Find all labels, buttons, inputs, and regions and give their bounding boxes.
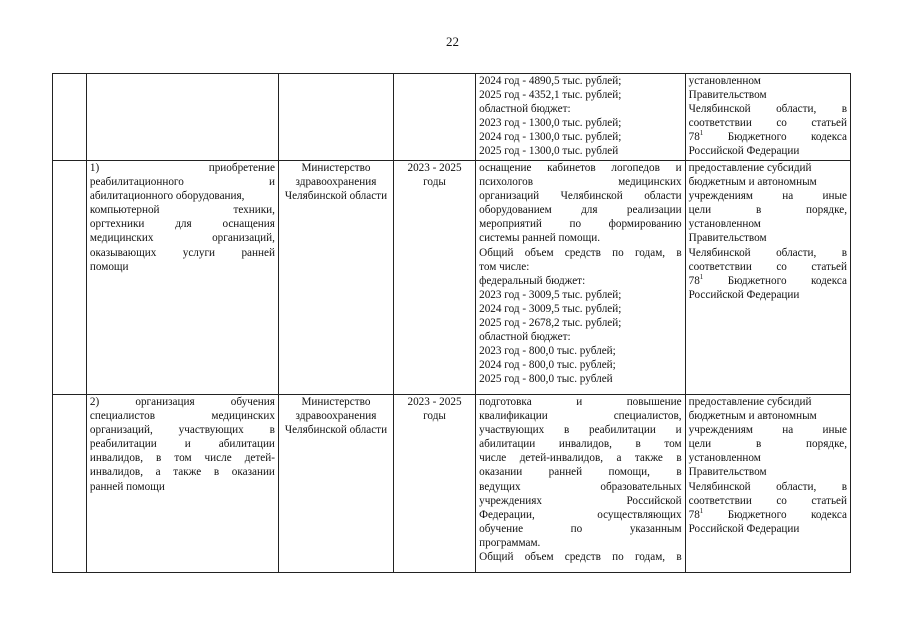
table-row — [53, 395, 851, 573]
result-line: 2023 год - 800,0 тыс. рублей; — [479, 345, 616, 358]
program-table — [52, 73, 851, 573]
event-line: 2) организация обучения — [89, 396, 275, 408]
mechanism-line: установленном — [688, 218, 761, 231]
result-cell — [476, 395, 686, 573]
result-line: абилитации инвалидов, в том — [479, 438, 682, 451]
event-line: помощи — [89, 260, 129, 273]
event-cell — [86, 74, 278, 161]
result-line: 2025 год - 4352,1 тыс. рублей; — [479, 89, 622, 102]
mechanism-line: соответствии со статьей — [688, 117, 847, 130]
mechanism-line: предоставление субсидий — [688, 396, 812, 408]
mechanism-line: учреждениям на иные — [688, 424, 847, 437]
mechanism-cell — [685, 161, 850, 395]
table-row — [53, 74, 851, 161]
result-line: 2024 год - 3009,5 тыс. рублей; — [479, 302, 622, 315]
result-cell — [476, 74, 686, 161]
event-line: ранней помощи — [89, 480, 165, 493]
mechanism-line-article — [689, 508, 847, 522]
result-line: мероприятий по формированию — [479, 218, 682, 231]
row-number-cell — [53, 161, 87, 395]
result-line: подготовка и повышение — [479, 396, 682, 408]
result-line: системы ранней помощи. — [479, 232, 600, 245]
table-row — [53, 161, 851, 395]
mechanism-line: Правительством — [688, 89, 767, 102]
result-line: оборудованием для реализации — [479, 204, 682, 217]
mechanism-line: Челябинской области, в — [688, 246, 847, 259]
mechanism-cell — [685, 395, 850, 573]
mechanism-line: предоставление субсидий — [688, 162, 812, 174]
result-line: 2025 год - 2678,2 тыс. рублей; — [479, 317, 622, 330]
years-cell: 2023 - 2025 годы — [393, 161, 475, 395]
result-line: квалификации специалистов, — [479, 410, 682, 423]
page-number: 22 — [446, 34, 459, 49]
result-line: том числе: — [479, 260, 530, 273]
event-cell — [86, 161, 278, 395]
budget-code-text: Бюджетного кодекса — [727, 274, 847, 287]
mechanism-line: Челябинской области, в — [688, 480, 847, 493]
event-line: оргтехники для оснащения — [89, 218, 275, 231]
mechanism-line: бюджетным и автономным — [688, 176, 817, 189]
result-line: Федерации, осуществляющих — [479, 508, 682, 521]
article-number: 78 — [688, 508, 700, 521]
result-line: Общий объем средств по годам, в — [479, 246, 682, 259]
event-line: 1) приобретение — [89, 162, 275, 174]
result-line: ведущих образовательных — [479, 480, 682, 493]
article-number: 78 — [688, 131, 700, 144]
article-superscript: 1 — [699, 129, 704, 138]
mechanism-line: бюджетным и автономным — [688, 410, 817, 423]
result-line: 2023 год - 3009,5 тыс. рублей; — [479, 288, 622, 301]
event-line: абилитационного оборудования, — [89, 190, 245, 203]
result-line: 2023 год - 1300,0 тыс. рублей; — [479, 117, 622, 130]
mechanism-line: учреждениям на иные — [688, 190, 847, 203]
mechanism-line: соответствии со статьей — [688, 260, 847, 273]
executor-cell: Министерство здравоохранения Челябинской области — [278, 161, 393, 395]
mechanism-line: Челябинской области, в — [688, 103, 847, 116]
result-line: областной бюджет: — [479, 103, 571, 116]
result-line: организаций Челябинской области — [479, 190, 682, 203]
result-line: 2025 год - 1300,0 тыс. рублей — [479, 145, 619, 158]
article-superscript: 1 — [699, 506, 704, 515]
years-cell: 2023 - 2025 годы — [393, 395, 475, 573]
result-line: областной бюджет: — [479, 331, 571, 344]
result-line: программам. — [479, 536, 541, 549]
result-line: оказании ранней помощи, в — [479, 466, 682, 479]
mechanism-line-article — [689, 130, 847, 144]
result-line: 2024 год - 1300,0 тыс. рублей; — [479, 131, 622, 144]
event-line: медицинских организаций, — [89, 232, 275, 245]
mechanism-line: Российской Федерации — [688, 522, 800, 535]
result-line: психологов медицинских — [479, 176, 682, 189]
result-line: участвующих в реабилитации и — [479, 424, 682, 437]
mechanism-line: Правительством — [688, 466, 767, 479]
result-line: 2024 год - 4890,5 тыс. рублей; — [479, 75, 622, 87]
article-superscript: 1 — [699, 272, 704, 281]
executor-cell — [278, 74, 393, 161]
result-line: числе детей-инвалидов, а также в — [479, 452, 682, 465]
executor-cell: Министерство здравоохранения Челябинской области — [278, 395, 393, 573]
mechanism-line: Российской Федерации — [688, 288, 800, 301]
event-line: организаций, участвующих в — [89, 424, 275, 437]
mechanism-line: установленном — [688, 452, 761, 465]
years-cell — [393, 74, 475, 161]
event-line: инвалидов, а также в оказании — [89, 466, 275, 479]
event-line: компьютерной техники, — [89, 204, 275, 217]
event-line: инвалидов, в том числе детей- — [89, 452, 275, 465]
budget-code-text: Бюджетного кодекса — [727, 508, 847, 521]
result-line: 2025 год - 800,0 тыс. рублей — [479, 373, 613, 386]
mechanism-line: цели в порядке, — [688, 204, 847, 217]
mechanism-line: Правительством — [688, 232, 767, 245]
event-line: реабилитации и абилитации — [89, 438, 275, 451]
event-cell — [86, 395, 278, 573]
mechanism-line: Российской Федерации — [688, 145, 800, 158]
result-line: федеральный бюджет: — [479, 274, 586, 287]
article-number: 78 — [688, 274, 700, 287]
result-line: учреждениях Российской — [479, 494, 682, 507]
result-line: оснащение кабинетов логопедов и — [479, 162, 682, 174]
event-line: специалистов медицинских — [89, 410, 275, 423]
mechanism-line-article — [689, 274, 847, 288]
mechanism-line: цели в порядке, — [688, 438, 847, 451]
row-number-cell — [53, 395, 87, 573]
budget-code-text: Бюджетного кодекса — [727, 131, 847, 144]
event-line: реабилитационного и — [89, 176, 275, 189]
result-line: обучение по указанным — [479, 522, 682, 535]
result-line: 2024 год - 800,0 тыс. рублей; — [479, 359, 616, 372]
row-number-cell — [53, 74, 87, 161]
result-line: Общий объем средств по годам, в — [479, 551, 682, 564]
mechanism-line: соответствии со статьей — [688, 494, 847, 507]
mechanism-line: установленном — [688, 75, 761, 87]
mechanism-cell — [685, 74, 850, 161]
event-line: оказывающих услуги ранней — [89, 246, 275, 259]
result-cell — [476, 161, 686, 395]
